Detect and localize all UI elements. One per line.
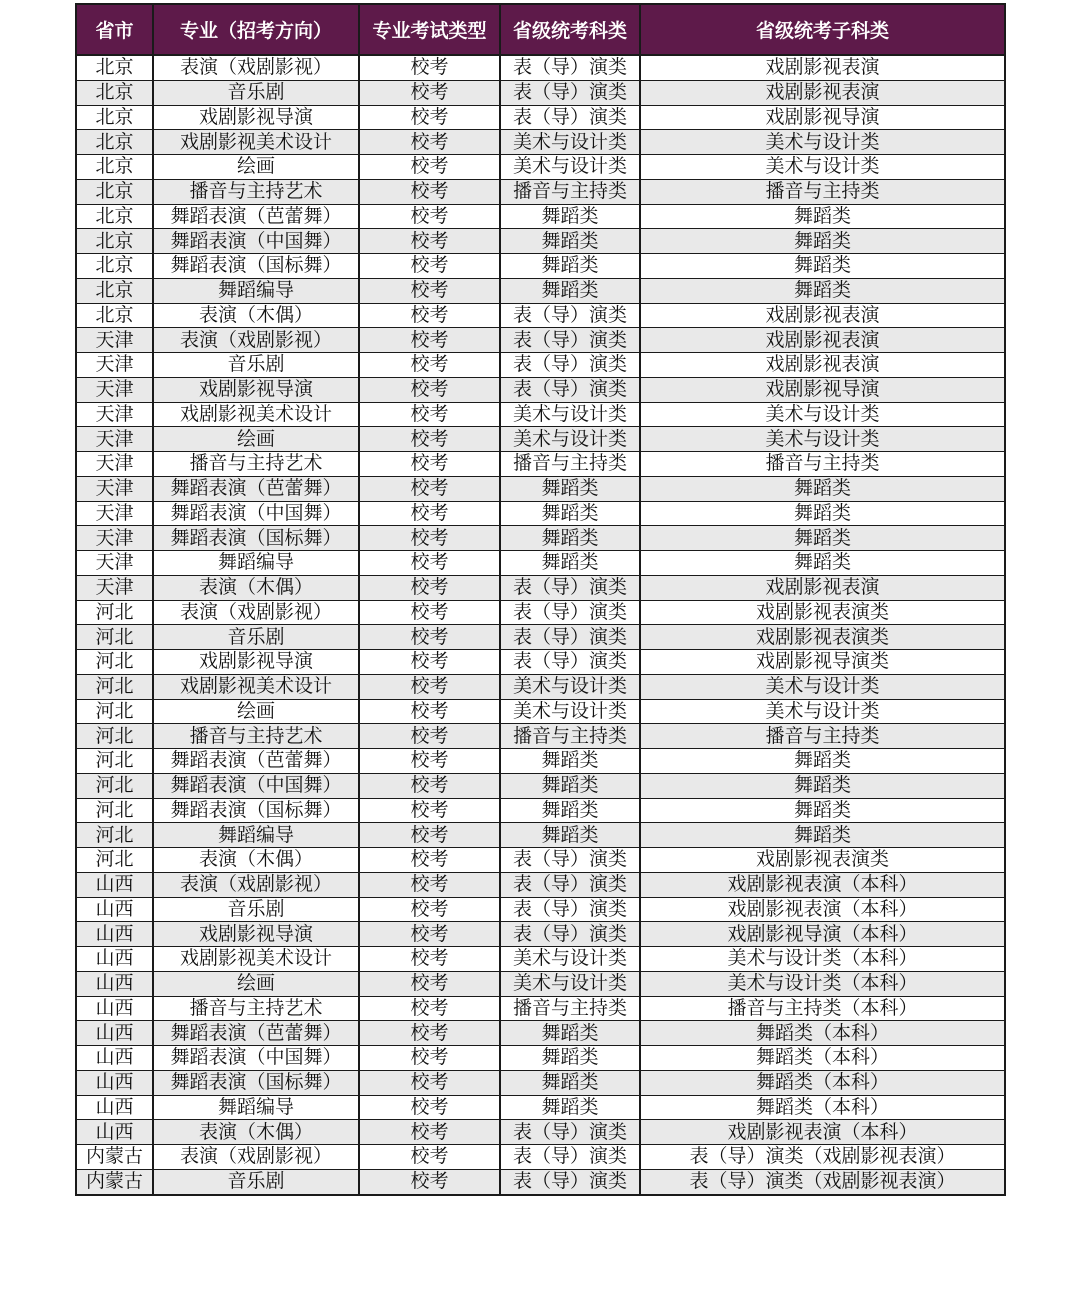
table-row: [76, 179, 1005, 204]
cell-exam-type: 校考: [359, 1021, 500, 1046]
table-row: [76, 1095, 1005, 1120]
cell-major: 戏剧影视导演: [153, 105, 359, 130]
cell-major: 戏剧影视美术设计: [153, 402, 359, 427]
cell-major: 表演（木偶）: [153, 848, 359, 873]
cell-major: 音乐剧: [153, 625, 359, 650]
cell-category: 表（导）演类: [500, 1120, 640, 1145]
cell-subcategory: 美术与设计类: [640, 155, 1005, 180]
cell-exam-type: 校考: [359, 526, 500, 551]
table-row: [76, 699, 1005, 724]
cell-province: 河北: [76, 674, 153, 699]
cell-subcategory: 美术与设计类（本科）: [640, 971, 1005, 996]
cell-category: 舞蹈类: [500, 229, 640, 254]
cell-category: 美术与设计类: [500, 130, 640, 155]
cell-major: 播音与主持艺术: [153, 179, 359, 204]
table-body: [76, 55, 1005, 1195]
cell-subcategory: 戏剧影视表演: [640, 303, 1005, 328]
cell-province: 河北: [76, 625, 153, 650]
cell-category: 舞蹈类: [500, 278, 640, 303]
cell-major: 戏剧影视导演: [153, 377, 359, 402]
cell-subcategory: 舞蹈类（本科）: [640, 1021, 1005, 1046]
table-row: [76, 848, 1005, 873]
table-row: [76, 575, 1005, 600]
cell-subcategory: 戏剧影视导演: [640, 377, 1005, 402]
cell-major: 舞蹈编导: [153, 1095, 359, 1120]
cell-category: 舞蹈类: [500, 1021, 640, 1046]
cell-category: 播音与主持类: [500, 996, 640, 1021]
cell-major: 表演（戏剧影视）: [153, 600, 359, 625]
cell-province: 山西: [76, 1021, 153, 1046]
table-row: [76, 798, 1005, 823]
cell-subcategory: 戏剧影视表演类: [640, 625, 1005, 650]
cell-major: 戏剧影视导演: [153, 650, 359, 675]
header-major: 专业（招考方向）: [153, 4, 359, 55]
cell-category: 舞蹈类: [500, 1046, 640, 1071]
table-row: [76, 1169, 1005, 1194]
cell-exam-type: 校考: [359, 204, 500, 229]
cell-subcategory: 舞蹈类: [640, 749, 1005, 774]
cell-exam-type: 校考: [359, 254, 500, 279]
cell-category: 表（导）演类: [500, 1145, 640, 1170]
cell-province: 北京: [76, 80, 153, 105]
cell-major: 舞蹈表演（芭蕾舞）: [153, 476, 359, 501]
table-row: [76, 254, 1005, 279]
cell-category: 表（导）演类: [500, 105, 640, 130]
cell-subcategory: 戏剧影视表演: [640, 575, 1005, 600]
cell-exam-type: 校考: [359, 353, 500, 378]
cell-major: 舞蹈编导: [153, 551, 359, 576]
cell-major: 表演（木偶）: [153, 1120, 359, 1145]
cell-category: 舞蹈类: [500, 1095, 640, 1120]
table-row: [76, 130, 1005, 155]
cell-province: 山西: [76, 971, 153, 996]
cell-subcategory: 戏剧影视表演（本科）: [640, 897, 1005, 922]
cell-subcategory: 播音与主持类: [640, 179, 1005, 204]
cell-exam-type: 校考: [359, 674, 500, 699]
cell-major: 戏剧影视美术设计: [153, 947, 359, 972]
cell-major: 绘画: [153, 699, 359, 724]
cell-province: 内蒙古: [76, 1145, 153, 1170]
cell-province: 山西: [76, 1095, 153, 1120]
cell-exam-type: 校考: [359, 575, 500, 600]
table-row: [76, 872, 1005, 897]
cell-major: 表演（木偶）: [153, 303, 359, 328]
cell-subcategory: 舞蹈类: [640, 501, 1005, 526]
cell-subcategory: 播音与主持类: [640, 452, 1005, 477]
cell-category: 表（导）演类: [500, 848, 640, 873]
cell-category: 美术与设计类: [500, 947, 640, 972]
cell-province: 天津: [76, 526, 153, 551]
cell-subcategory: 播音与主持类: [640, 724, 1005, 749]
cell-exam-type: 校考: [359, 377, 500, 402]
table-row: [76, 353, 1005, 378]
cell-exam-type: 校考: [359, 501, 500, 526]
cell-major: 戏剧影视美术设计: [153, 674, 359, 699]
cell-province: 内蒙古: [76, 1169, 153, 1194]
cell-major: 表演（戏剧影视）: [153, 1145, 359, 1170]
cell-province: 河北: [76, 650, 153, 675]
cell-subcategory: 舞蹈类: [640, 526, 1005, 551]
cell-major: 表演（戏剧影视）: [153, 55, 359, 80]
header-province: 省市: [76, 4, 153, 55]
cell-exam-type: 校考: [359, 872, 500, 897]
cell-major: 舞蹈编导: [153, 278, 359, 303]
cell-subcategory: 戏剧影视表演: [640, 328, 1005, 353]
cell-major: 舞蹈表演（芭蕾舞）: [153, 749, 359, 774]
cell-major: 舞蹈表演（国标舞）: [153, 798, 359, 823]
cell-category: 表（导）演类: [500, 600, 640, 625]
cell-subcategory: 戏剧影视表演类: [640, 848, 1005, 873]
cell-category: 表（导）演类: [500, 303, 640, 328]
cell-category: 美术与设计类: [500, 427, 640, 452]
cell-province: 河北: [76, 749, 153, 774]
cell-category: 表（导）演类: [500, 1169, 640, 1194]
table-row: [76, 922, 1005, 947]
cell-province: 河北: [76, 773, 153, 798]
cell-major: 舞蹈表演（芭蕾舞）: [153, 204, 359, 229]
cell-subcategory: 美术与设计类: [640, 674, 1005, 699]
cell-major: 播音与主持艺术: [153, 996, 359, 1021]
cell-exam-type: 校考: [359, 724, 500, 749]
cell-major: 舞蹈表演（中国舞）: [153, 229, 359, 254]
cell-province: 北京: [76, 254, 153, 279]
cell-subcategory: 美术与设计类: [640, 699, 1005, 724]
cell-exam-type: 校考: [359, 650, 500, 675]
cell-subcategory: 舞蹈类（本科）: [640, 1046, 1005, 1071]
table-row: [76, 1145, 1005, 1170]
cell-category: 舞蹈类: [500, 551, 640, 576]
cell-province: 天津: [76, 353, 153, 378]
table-row: [76, 650, 1005, 675]
cell-major: 音乐剧: [153, 353, 359, 378]
table-row: [76, 823, 1005, 848]
cell-province: 山西: [76, 947, 153, 972]
table-row: [76, 526, 1005, 551]
cell-exam-type: 校考: [359, 303, 500, 328]
cell-category: 舞蹈类: [500, 1070, 640, 1095]
table-row: [76, 303, 1005, 328]
cell-province: 河北: [76, 798, 153, 823]
cell-exam-type: 校考: [359, 625, 500, 650]
cell-major: 舞蹈表演（芭蕾舞）: [153, 1021, 359, 1046]
table-row: [76, 1021, 1005, 1046]
cell-exam-type: 校考: [359, 749, 500, 774]
cell-major: 舞蹈表演（中国舞）: [153, 1046, 359, 1071]
cell-category: 表（导）演类: [500, 575, 640, 600]
cell-exam-type: 校考: [359, 402, 500, 427]
cell-province: 北京: [76, 179, 153, 204]
cell-subcategory: 舞蹈类: [640, 476, 1005, 501]
cell-major: 舞蹈表演（国标舞）: [153, 254, 359, 279]
table-row: [76, 328, 1005, 353]
cell-category: 舞蹈类: [500, 526, 640, 551]
cell-exam-type: 校考: [359, 1169, 500, 1194]
cell-province: 天津: [76, 575, 153, 600]
cell-exam-type: 校考: [359, 699, 500, 724]
cell-major: 戏剧影视导演: [153, 922, 359, 947]
table-row: [76, 105, 1005, 130]
cell-category: 播音与主持类: [500, 452, 640, 477]
cell-subcategory: 舞蹈类: [640, 278, 1005, 303]
cell-exam-type: 校考: [359, 476, 500, 501]
cell-category: 美术与设计类: [500, 155, 640, 180]
cell-subcategory: 戏剧影视导演类: [640, 650, 1005, 675]
cell-exam-type: 校考: [359, 551, 500, 576]
cell-subcategory: 表（导）演类（戏剧影视表演）: [640, 1145, 1005, 1170]
header-exam-type: 专业考试类型: [359, 4, 500, 55]
cell-subcategory: 美术与设计类: [640, 130, 1005, 155]
cell-province: 河北: [76, 823, 153, 848]
cell-exam-type: 校考: [359, 600, 500, 625]
cell-category: 舞蹈类: [500, 501, 640, 526]
table-header-row: [76, 4, 1005, 55]
cell-province: 北京: [76, 204, 153, 229]
table-row: [76, 996, 1005, 1021]
cell-category: 表（导）演类: [500, 872, 640, 897]
cell-exam-type: 校考: [359, 848, 500, 873]
cell-province: 北京: [76, 278, 153, 303]
table-row: [76, 55, 1005, 80]
cell-exam-type: 校考: [359, 798, 500, 823]
table-row: [76, 749, 1005, 774]
table-row: [76, 897, 1005, 922]
cell-major: 舞蹈表演（国标舞）: [153, 1070, 359, 1095]
cell-subcategory: 戏剧影视导演（本科）: [640, 922, 1005, 947]
cell-major: 播音与主持艺术: [153, 724, 359, 749]
cell-category: 美术与设计类: [500, 674, 640, 699]
cell-province: 河北: [76, 848, 153, 873]
cell-major: 舞蹈表演（国标舞）: [153, 526, 359, 551]
cell-category: 舞蹈类: [500, 798, 640, 823]
cell-subcategory: 戏剧影视表演（本科）: [640, 872, 1005, 897]
cell-subcategory: 舞蹈类: [640, 798, 1005, 823]
cell-major: 舞蹈表演（中国舞）: [153, 773, 359, 798]
header-category: 省级统考科类: [500, 4, 640, 55]
cell-subcategory: 美术与设计类（本科）: [640, 947, 1005, 972]
cell-category: 表（导）演类: [500, 377, 640, 402]
cell-category: 播音与主持类: [500, 179, 640, 204]
table-row: [76, 427, 1005, 452]
cell-major: 绘画: [153, 971, 359, 996]
table-row: [76, 204, 1005, 229]
cell-category: 舞蹈类: [500, 823, 640, 848]
cell-category: 表（导）演类: [500, 625, 640, 650]
cell-subcategory: 舞蹈类: [640, 204, 1005, 229]
cell-category: 表（导）演类: [500, 80, 640, 105]
cell-category: 表（导）演类: [500, 55, 640, 80]
cell-category: 表（导）演类: [500, 897, 640, 922]
cell-province: 山西: [76, 922, 153, 947]
cell-major: 表演（戏剧影视）: [153, 872, 359, 897]
cell-exam-type: 校考: [359, 155, 500, 180]
cell-subcategory: 戏剧影视表演（本科）: [640, 1120, 1005, 1145]
cell-subcategory: 戏剧影视表演: [640, 55, 1005, 80]
cell-exam-type: 校考: [359, 773, 500, 798]
cell-province: 天津: [76, 402, 153, 427]
cell-exam-type: 校考: [359, 278, 500, 303]
cell-exam-type: 校考: [359, 105, 500, 130]
cell-exam-type: 校考: [359, 971, 500, 996]
cell-exam-type: 校考: [359, 1070, 500, 1095]
cell-exam-type: 校考: [359, 452, 500, 477]
table-row: [76, 724, 1005, 749]
table-row: [76, 1120, 1005, 1145]
table-row: [76, 476, 1005, 501]
cell-category: 美术与设计类: [500, 402, 640, 427]
cell-major: 播音与主持艺术: [153, 452, 359, 477]
cell-category: 舞蹈类: [500, 749, 640, 774]
table-row: [76, 625, 1005, 650]
cell-major: 表演（戏剧影视）: [153, 328, 359, 353]
cell-category: 美术与设计类: [500, 699, 640, 724]
cell-subcategory: 舞蹈类（本科）: [640, 1070, 1005, 1095]
cell-exam-type: 校考: [359, 922, 500, 947]
table-row: [76, 947, 1005, 972]
cell-exam-type: 校考: [359, 328, 500, 353]
admissions-table: [75, 3, 1006, 1196]
cell-province: 山西: [76, 1046, 153, 1071]
cell-major: 舞蹈表演（中国舞）: [153, 501, 359, 526]
table-row: [76, 773, 1005, 798]
cell-exam-type: 校考: [359, 823, 500, 848]
header-subcategory: 省级统考子科类: [640, 4, 1005, 55]
cell-province: 北京: [76, 130, 153, 155]
cell-major: 音乐剧: [153, 1169, 359, 1194]
cell-province: 天津: [76, 476, 153, 501]
cell-category: 舞蹈类: [500, 476, 640, 501]
cell-exam-type: 校考: [359, 229, 500, 254]
table-row: [76, 229, 1005, 254]
cell-province: 山西: [76, 872, 153, 897]
cell-subcategory: 美术与设计类: [640, 427, 1005, 452]
table-row: [76, 551, 1005, 576]
cell-subcategory: 舞蹈类: [640, 551, 1005, 576]
cell-exam-type: 校考: [359, 130, 500, 155]
cell-province: 河北: [76, 699, 153, 724]
table-row: [76, 155, 1005, 180]
cell-province: 北京: [76, 303, 153, 328]
cell-exam-type: 校考: [359, 947, 500, 972]
cell-subcategory: 舞蹈类: [640, 773, 1005, 798]
cell-category: 舞蹈类: [500, 204, 640, 229]
cell-subcategory: 戏剧影视导演: [640, 105, 1005, 130]
cell-province: 河北: [76, 600, 153, 625]
cell-exam-type: 校考: [359, 80, 500, 105]
cell-province: 天津: [76, 452, 153, 477]
cell-subcategory: 表（导）演类（戏剧影视表演）: [640, 1169, 1005, 1194]
cell-major: 戏剧影视美术设计: [153, 130, 359, 155]
cell-subcategory: 美术与设计类: [640, 402, 1005, 427]
cell-major: 音乐剧: [153, 897, 359, 922]
cell-category: 表（导）演类: [500, 353, 640, 378]
cell-category: 舞蹈类: [500, 773, 640, 798]
cell-subcategory: 舞蹈类: [640, 254, 1005, 279]
cell-major: 音乐剧: [153, 80, 359, 105]
cell-category: 舞蹈类: [500, 254, 640, 279]
cell-province: 河北: [76, 724, 153, 749]
table-row: [76, 80, 1005, 105]
cell-exam-type: 校考: [359, 179, 500, 204]
cell-province: 山西: [76, 1120, 153, 1145]
table-row: [76, 971, 1005, 996]
cell-subcategory: 戏剧影视表演: [640, 80, 1005, 105]
cell-province: 北京: [76, 55, 153, 80]
cell-category: 表（导）演类: [500, 650, 640, 675]
cell-subcategory: 舞蹈类: [640, 823, 1005, 848]
cell-exam-type: 校考: [359, 1095, 500, 1120]
table-row: [76, 452, 1005, 477]
cell-exam-type: 校考: [359, 1145, 500, 1170]
table-row: [76, 402, 1005, 427]
cell-province: 天津: [76, 427, 153, 452]
cell-exam-type: 校考: [359, 1120, 500, 1145]
cell-province: 山西: [76, 996, 153, 1021]
table-row: [76, 674, 1005, 699]
table-row: [76, 377, 1005, 402]
cell-province: 山西: [76, 1070, 153, 1095]
cell-major: 舞蹈编导: [153, 823, 359, 848]
cell-major: 表演（木偶）: [153, 575, 359, 600]
cell-exam-type: 校考: [359, 996, 500, 1021]
cell-subcategory: 戏剧影视表演类: [640, 600, 1005, 625]
table-row: [76, 600, 1005, 625]
table-row: [76, 278, 1005, 303]
table-row: [76, 1070, 1005, 1095]
cell-province: 天津: [76, 501, 153, 526]
cell-category: 美术与设计类: [500, 971, 640, 996]
cell-exam-type: 校考: [359, 1046, 500, 1071]
cell-category: 表（导）演类: [500, 328, 640, 353]
cell-major: 绘画: [153, 427, 359, 452]
table-row: [76, 1046, 1005, 1071]
cell-major: 绘画: [153, 155, 359, 180]
cell-subcategory: 舞蹈类: [640, 229, 1005, 254]
cell-province: 北京: [76, 155, 153, 180]
cell-province: 北京: [76, 105, 153, 130]
cell-province: 天津: [76, 377, 153, 402]
cell-subcategory: 播音与主持类（本科）: [640, 996, 1005, 1021]
cell-exam-type: 校考: [359, 897, 500, 922]
cell-exam-type: 校考: [359, 427, 500, 452]
cell-category: 播音与主持类: [500, 724, 640, 749]
cell-category: 表（导）演类: [500, 922, 640, 947]
cell-province: 天津: [76, 551, 153, 576]
cell-subcategory: 舞蹈类（本科）: [640, 1095, 1005, 1120]
cell-subcategory: 戏剧影视表演: [640, 353, 1005, 378]
cell-province: 北京: [76, 229, 153, 254]
cell-province: 天津: [76, 328, 153, 353]
table-row: [76, 501, 1005, 526]
cell-province: 山西: [76, 897, 153, 922]
cell-exam-type: 校考: [359, 55, 500, 80]
